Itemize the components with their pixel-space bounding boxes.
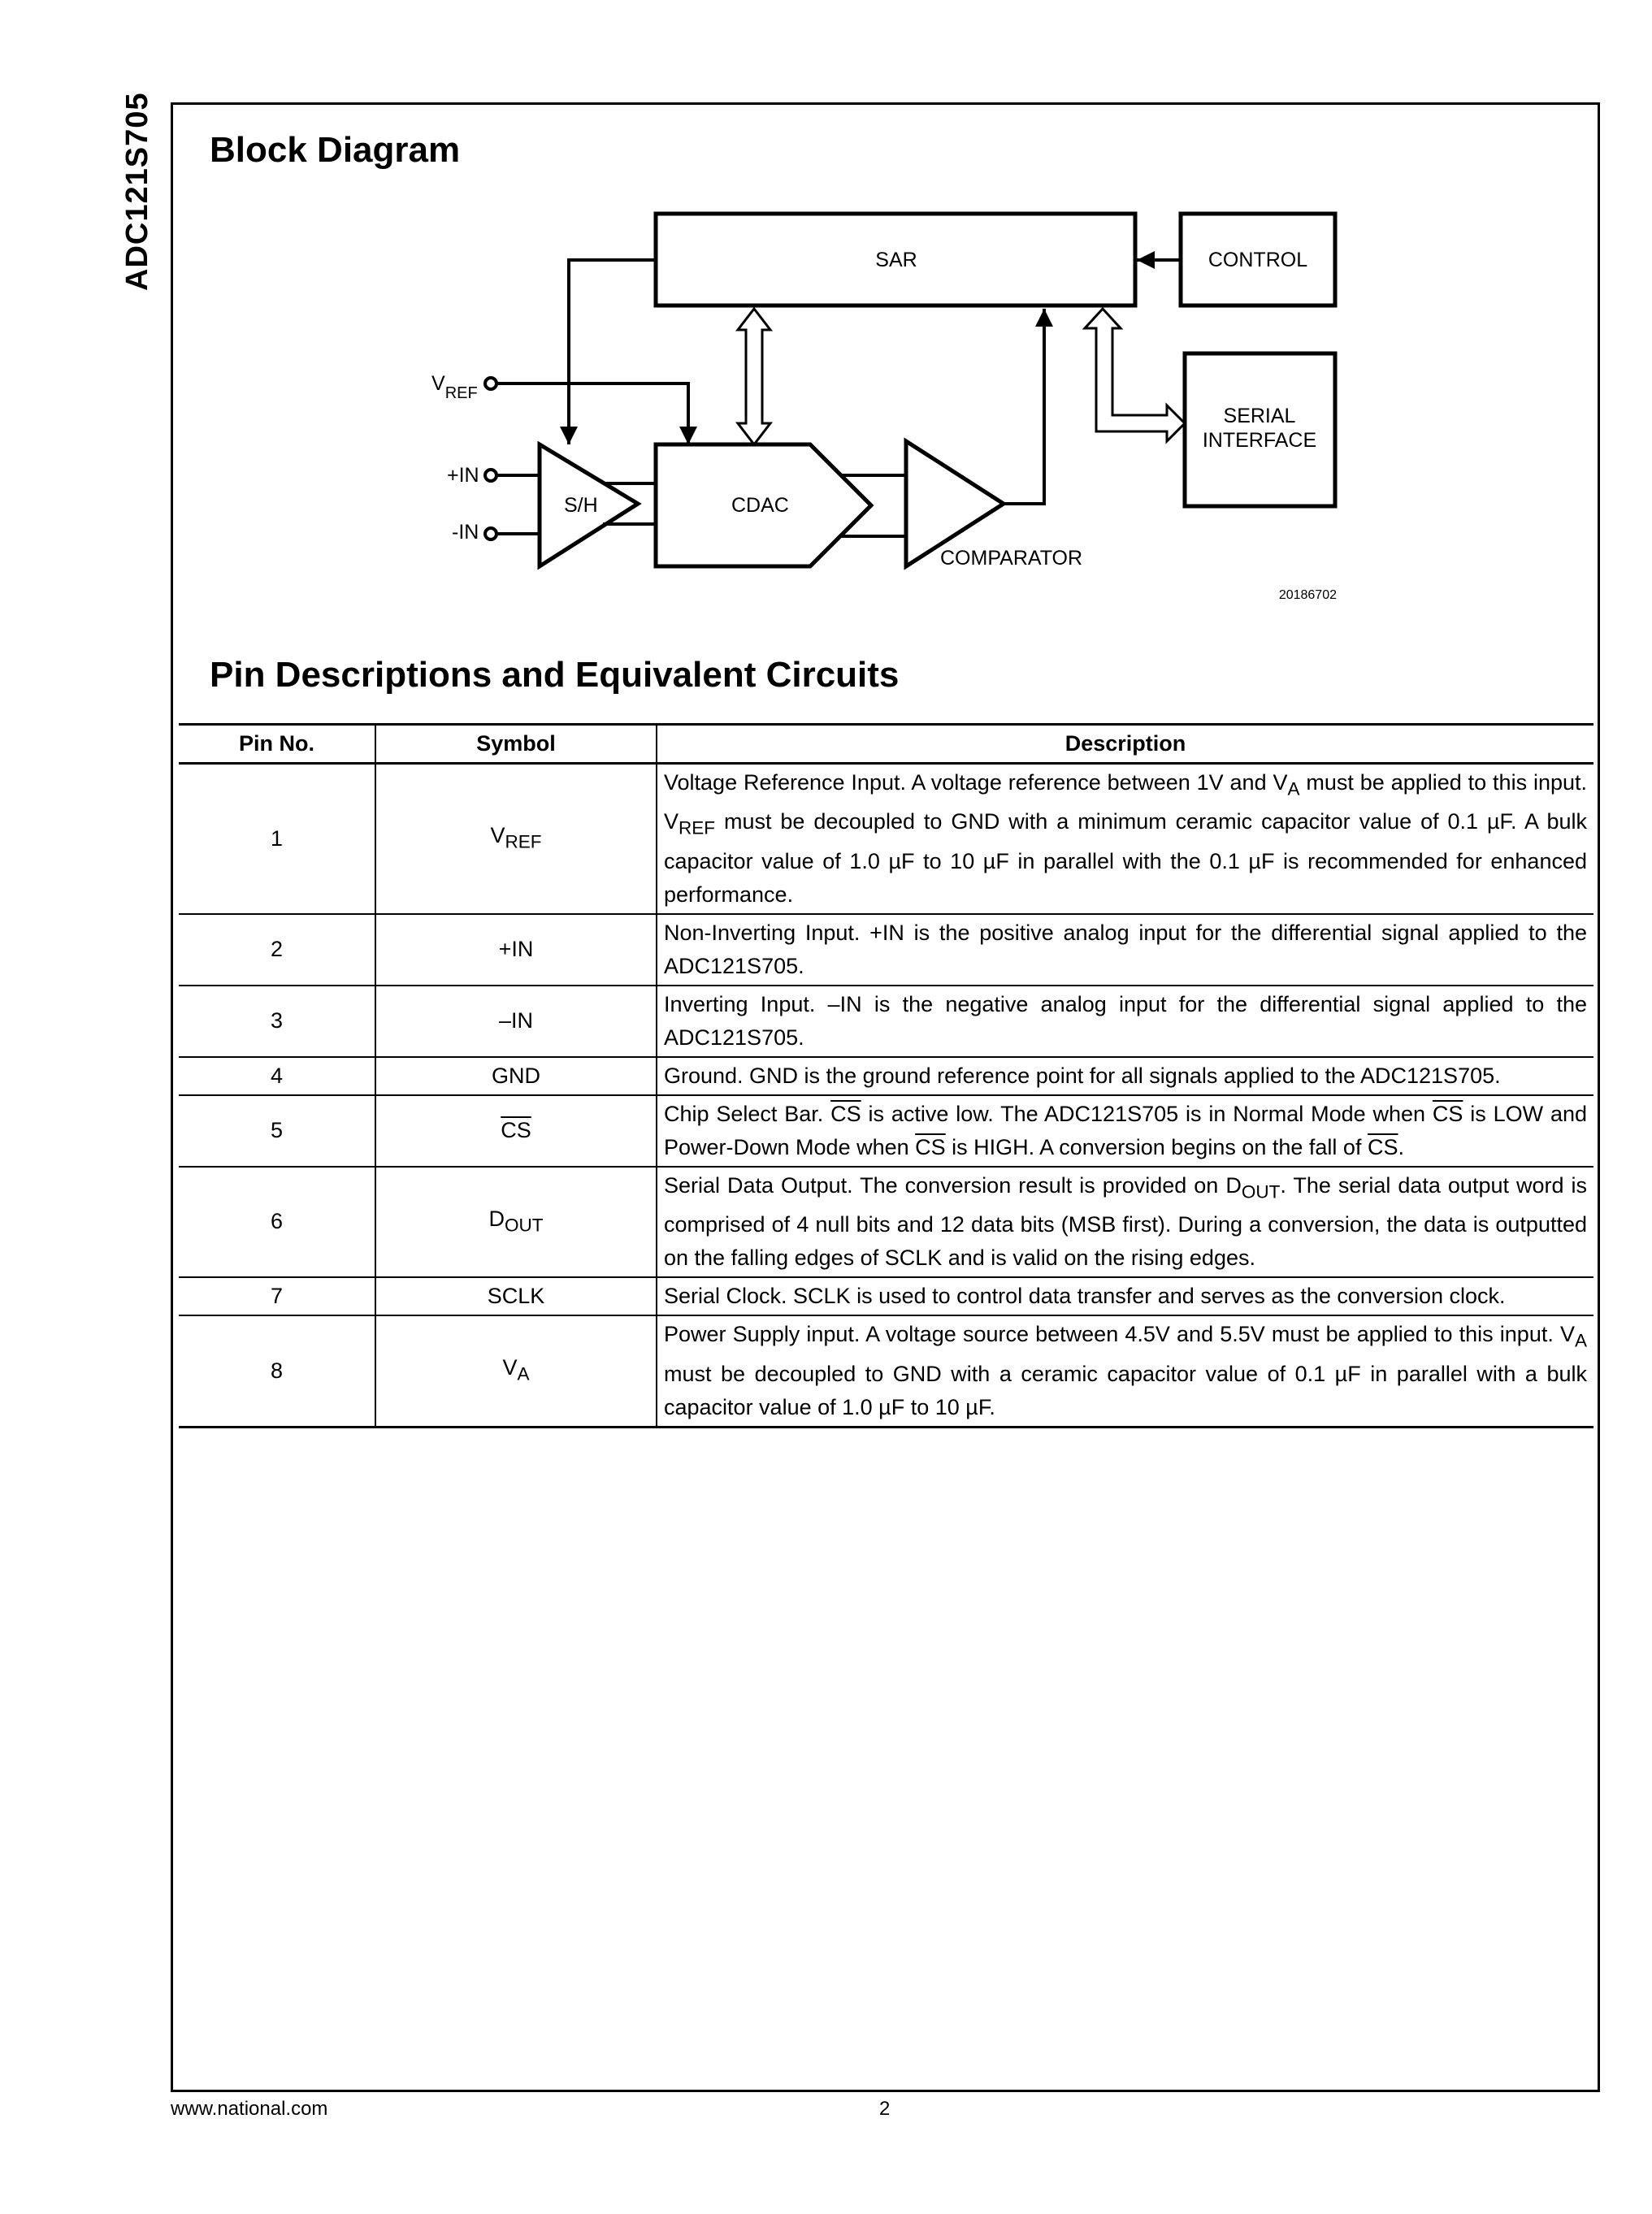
- pin-number: 8: [179, 1315, 375, 1427]
- table-row: [179, 1167, 1593, 1277]
- comparator-label: COMPARATOR: [940, 547, 1083, 570]
- control-label: CONTROL: [1208, 249, 1308, 271]
- pin-table-header: [179, 725, 1593, 764]
- pin-number: 7: [179, 1277, 375, 1315]
- pin-description: Inverting Input. –IN is the negative analog input for the differential signal applied to the ADC121S705.: [657, 986, 1593, 1057]
- pin-description: Serial Data Output. The conversion result is provided on $D_{OUT}$. The serial data output word is comprised of 4 null bits and 12 data bits (MSB first). During a conversion, the data is outputted on the falling edges of SCLK and is valid on the rising edges.: [657, 1167, 1593, 1277]
- pin-descriptions-heading: Pin Descriptions and Equivalent Circuits: [210, 655, 900, 695]
- footer-url[interactable]: www.national.com: [171, 2098, 328, 2120]
- header-symbol: Symbol: [375, 725, 657, 764]
- table-row: [179, 764, 1593, 914]
- pin-symbol: +IN: [375, 914, 657, 986]
- sar-serial-bus-arrow: [1085, 309, 1185, 441]
- table-row: [179, 1315, 1593, 1427]
- sar-to-sh-wire: [569, 260, 656, 444]
- figure-id: 20186702: [1278, 588, 1337, 602]
- serial-label-line2: INTERFACE: [1202, 429, 1317, 452]
- table-row: [179, 1277, 1593, 1315]
- plus-in-pin: [485, 470, 496, 481]
- cdac-label: CDAC: [731, 494, 789, 517]
- block-diagram: [0, 0, 1652, 731]
- pin-number: 2: [179, 914, 375, 986]
- vref-pin: [485, 378, 496, 389]
- pin-symbol: GND: [375, 1057, 657, 1095]
- pin-number: 4: [179, 1057, 375, 1095]
- table-row: [179, 986, 1593, 1057]
- side-part-number: ADC121S705: [120, 92, 154, 291]
- pin-description: Chip Select Bar. $\overline{CS}$ is active low. The ADC121S705 is in Normal Mode when $\overline{CS}$ is LOW and Power-Down Mode when $\overline{CS}$ is HIGH. A conversion begins on the fall of $\overline{CS}$.: [657, 1095, 1593, 1167]
- serial-label-line1: SERIAL: [1223, 405, 1296, 427]
- sar-label: SAR: [875, 249, 917, 271]
- pin-number: 5: [179, 1095, 375, 1167]
- header-description: Description: [657, 725, 1593, 764]
- pin-symbol: SCLK: [375, 1277, 657, 1315]
- sar-cdac-bus-arrow: [738, 309, 770, 444]
- vref-to-cdac-wire: [496, 383, 688, 444]
- table-row: [179, 1057, 1593, 1095]
- comp-to-sar-wire: [1004, 309, 1044, 504]
- pin-description: Voltage Reference Input. A voltage reference between 1V and $V_A$ must be applied to this input. $V_{REF}$ must be decoupled to GND with a minimum ceramic capacitor value of 0.1 µF. A bulk capacitor value of 1.0 µF to 10 µF in parallel with the 0.1 µF is recommended for enhanced performance.: [657, 764, 1593, 914]
- pin-description: Serial Clock. SCLK is used to control data transfer and serves as the conversion clock.: [657, 1277, 1593, 1315]
- page-number: 2: [879, 2098, 891, 2120]
- pin-symbol: $D_{OUT}$: [375, 1167, 657, 1277]
- pin-number: 3: [179, 986, 375, 1057]
- sample-hold-label: S/H: [564, 494, 598, 517]
- pin-symbol: $V_A$: [375, 1315, 657, 1427]
- table-row: [179, 1095, 1593, 1167]
- pin-description: Power Supply input. A voltage source between 4.5V and 5.5V must be applied to this input. $V_A$ must be decoupled to GND with a ceramic capacitor value of 0.1 µF in parallel with a bulk capacitor value of 1.0 µF to 10 µF.: [657, 1315, 1593, 1427]
- pin-description: Non-Inverting Input. +IN is the positive analog input for the differential signal applied to the ADC121S705.: [657, 914, 1593, 986]
- vref-label: $V_{REF}$: [431, 372, 478, 402]
- table-row: [179, 914, 1593, 986]
- pin-table: [179, 723, 1593, 1428]
- pin-symbol: $\overline{CS}$: [375, 1095, 657, 1167]
- header-pin: Pin No.: [179, 725, 375, 764]
- minus-in-label: -IN: [452, 521, 479, 544]
- pin-number: 1: [179, 764, 375, 914]
- pin-symbol: $V_{REF}$: [375, 764, 657, 914]
- plus-in-label: +IN: [447, 464, 479, 487]
- pin-description: Ground. GND is the ground reference point for all signals applied to the ADC121S705.: [657, 1057, 1593, 1095]
- block-diagram-heading: Block Diagram: [210, 130, 461, 170]
- pin-number: 6: [179, 1167, 375, 1277]
- pin-symbol: –IN: [375, 986, 657, 1057]
- minus-in-pin: [485, 528, 496, 539]
